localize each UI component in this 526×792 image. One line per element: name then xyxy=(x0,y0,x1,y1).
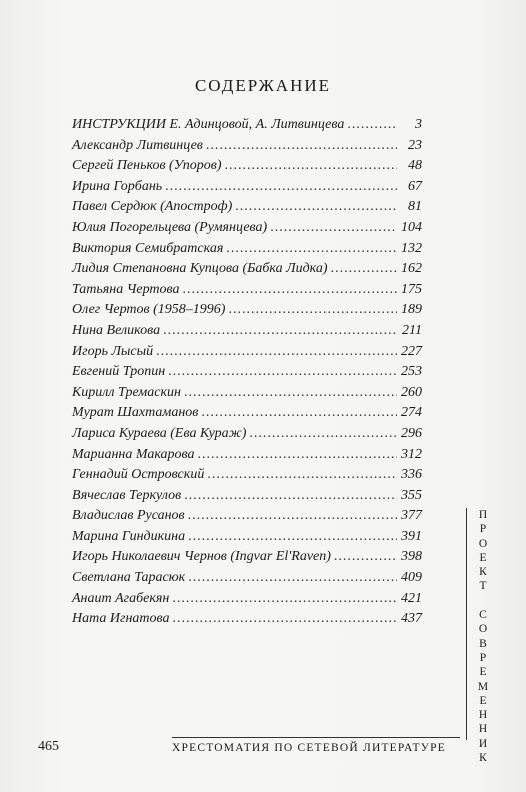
dot-leader xyxy=(206,138,397,154)
toc-entry-page: 67 xyxy=(408,178,422,194)
dot-leader xyxy=(165,179,397,195)
footer-rule xyxy=(172,737,460,738)
toc-entry xyxy=(72,426,422,447)
toc-entry xyxy=(72,282,422,303)
toc-entry xyxy=(72,467,422,488)
toc-entry-name: Ната Игнатова xyxy=(72,611,170,627)
toc-entry-name: Павел Сердюк (Апостроф) xyxy=(72,199,233,215)
vertical-letter: К xyxy=(479,752,487,765)
vertical-letter: Н xyxy=(478,723,488,736)
toc-entry-page: 162 xyxy=(401,261,422,277)
toc-entry xyxy=(72,364,422,385)
toc-entry-name: Марианна Макарова xyxy=(72,446,195,462)
vertical-letter: К xyxy=(479,566,487,579)
vertical-letter: В xyxy=(479,637,487,650)
toc-entry-page: 296 xyxy=(401,425,422,441)
toc-entry-name: Александр Литвинцев xyxy=(72,137,203,153)
dot-leader xyxy=(172,591,397,607)
dot-leader xyxy=(188,508,397,524)
dot-leader xyxy=(225,158,398,174)
toc-entry xyxy=(72,570,422,591)
toc-entry xyxy=(72,405,422,426)
toc-entry-name: Виктория Семибратская xyxy=(72,240,224,256)
page-number: 465 xyxy=(38,739,59,754)
toc-entry-name: Геннадий Островский xyxy=(72,467,205,483)
toc-entry xyxy=(72,488,422,509)
dot-leader xyxy=(235,199,397,215)
dot-leader xyxy=(201,405,397,421)
running-title: ХРЕСТОМАТИЯ ПО СЕТЕВОЙ ЛИТЕРАТУРЕ xyxy=(172,742,446,754)
toc-entry xyxy=(72,302,422,323)
toc-entry-page: 175 xyxy=(401,281,422,297)
toc-entry-name: Ирина Горбань xyxy=(72,178,163,194)
dot-leader xyxy=(198,447,398,463)
toc-entry-page: 211 xyxy=(402,322,422,338)
toc-entry-page: 132 xyxy=(401,240,422,256)
toc-entry-name: Олег Чертов (1958–1996) xyxy=(72,302,226,318)
dot-leader xyxy=(188,529,397,545)
vertical-letter: О xyxy=(478,623,488,636)
toc-entry-name: Нина Великова xyxy=(72,322,161,338)
toc-entry-page: 81 xyxy=(408,199,422,215)
table-of-contents xyxy=(72,117,422,632)
vertical-letter: Т xyxy=(479,580,487,593)
dot-leader xyxy=(168,364,397,380)
dot-leader xyxy=(334,549,397,565)
toc-entry xyxy=(72,344,422,365)
dot-leader xyxy=(347,117,397,133)
toc-entry xyxy=(72,323,422,344)
toc-entry-page: 104 xyxy=(401,219,422,235)
vertical-rule xyxy=(466,508,467,740)
vertical-letter: Р xyxy=(479,651,487,664)
dot-leader xyxy=(156,344,397,360)
dot-leader xyxy=(331,261,397,277)
toc-entry xyxy=(72,611,422,632)
toc-entry xyxy=(72,385,422,406)
toc-entry-name: Евгений Тропин xyxy=(72,364,166,380)
toc-entry-page: 377 xyxy=(401,508,422,524)
toc-entry-name: Лариса Кураева (Ева Кураж) xyxy=(72,425,247,441)
toc-entry xyxy=(72,220,422,241)
toc-entry xyxy=(72,529,422,550)
toc-entry-name: Марина Гиндикина xyxy=(72,528,186,544)
toc-entry-page: 336 xyxy=(401,467,422,483)
toc-entry-page: 355 xyxy=(401,487,422,503)
toc-entry-page: 409 xyxy=(401,570,422,586)
page-title: СОДЕРЖАНИЕ xyxy=(194,76,332,95)
toc-entry-name: Юлия Погорельцева (Румянцева) xyxy=(72,219,268,235)
toc-entry-name: Татьяна Чертова xyxy=(72,281,180,297)
vertical-letter: М xyxy=(477,680,489,693)
toc-entry-name: Владислав Русанов xyxy=(72,508,185,524)
vertical-letter: С xyxy=(479,609,487,622)
toc-entry xyxy=(72,591,422,612)
toc-entry xyxy=(72,179,422,200)
toc-entry xyxy=(72,158,422,179)
toc-entry-page: 48 xyxy=(408,158,422,174)
toc-entry-page: 3 xyxy=(415,117,422,132)
vertical-letter: Е xyxy=(479,694,487,707)
toc-entry-page: 312 xyxy=(401,446,422,462)
dot-leader xyxy=(182,282,397,298)
dot-leader xyxy=(226,241,397,257)
toc-entry xyxy=(72,117,422,138)
toc-entry-name: Сергей Пеньков (Упоров) xyxy=(72,158,222,174)
dot-leader xyxy=(184,488,397,504)
toc-entry xyxy=(72,261,422,282)
toc-entry-page: 421 xyxy=(401,590,422,606)
toc-entry-page: 398 xyxy=(401,549,422,565)
toc-entry-name: Игорь Лысый xyxy=(72,343,154,359)
toc-entry-page: 391 xyxy=(401,528,422,544)
dot-leader xyxy=(249,426,397,442)
toc-entry-name: Лидия Степановна Купцова (Бабка Лидка) xyxy=(72,261,328,277)
dot-leader xyxy=(228,302,397,318)
vertical-letter: И xyxy=(478,737,488,750)
toc-entry-name: Вячеслав Теркулов xyxy=(72,487,182,503)
dot-leader xyxy=(184,385,397,401)
toc-entry-name: Анаит Агабекян xyxy=(72,590,170,606)
toc-entry-page: 189 xyxy=(401,302,422,318)
vertical-letter: Е xyxy=(479,666,487,679)
toc-entry-page: 23 xyxy=(408,137,422,153)
toc-entry-name: Кирилл Тремаскин xyxy=(72,384,181,400)
toc-entry xyxy=(72,508,422,529)
vertical-letter: Р xyxy=(479,523,487,536)
series-title-vertical xyxy=(474,508,492,765)
toc-entry-name: Светлана Тарасюк xyxy=(72,570,186,586)
toc-entry-page: 437 xyxy=(401,611,422,627)
vertical-letter: О xyxy=(478,537,488,550)
vertical-letter: П xyxy=(478,509,488,521)
vertical-letter xyxy=(474,594,492,608)
toc-entry xyxy=(72,138,422,159)
toc-entry-page: 274 xyxy=(401,405,422,421)
dot-leader xyxy=(173,611,397,627)
toc-entry xyxy=(72,199,422,220)
toc-entry-page: 253 xyxy=(401,364,422,380)
toc-entry-name: Игорь Николаевич Чернов (Ingvar El'Raven) xyxy=(72,549,331,565)
toc-entry-page: 227 xyxy=(401,343,422,359)
toc-entry xyxy=(72,549,422,570)
toc-entry-name: Мурат Шахтаманов xyxy=(72,405,199,421)
dot-leader xyxy=(188,570,397,586)
toc-entry xyxy=(72,447,422,468)
toc-entry xyxy=(72,241,422,262)
vertical-letter: Е xyxy=(479,551,487,564)
vertical-letter: Н xyxy=(478,709,488,722)
dot-leader xyxy=(163,323,397,339)
dot-leader xyxy=(270,220,397,236)
toc-entry-page: 260 xyxy=(401,384,422,400)
dot-leader xyxy=(207,467,397,483)
toc-entry-name: ИНСТРУКЦИИ Е. Адинцовой, А. Литвинцева xyxy=(72,117,345,132)
